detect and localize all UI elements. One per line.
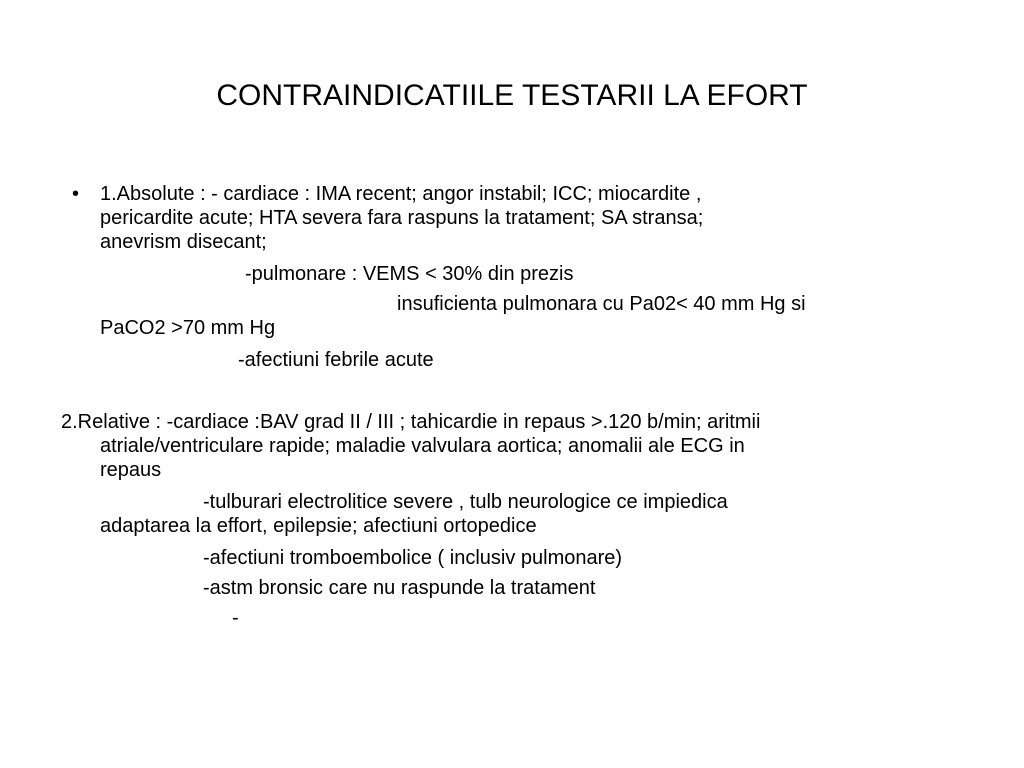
absolute-line-7: -afectiuni febrile acute bbox=[238, 349, 434, 371]
relative-line-5: adaptarea la effort, epilepsie; afectiuni ortopedice bbox=[100, 515, 537, 537]
absolute-line-3: anevrism disecant; bbox=[100, 231, 267, 253]
absolute-line-5: insuficienta pulmonara cu Pa02< 40 mm Hg si bbox=[397, 293, 806, 315]
absolute-line-2: pericardite acute; HTA severa fara raspuns la tratament; SA stransa; bbox=[100, 207, 704, 229]
relative-line-2: atriale/ventriculare rapide; maladie valvulara aortica; anomalii ale ECG in bbox=[100, 435, 745, 457]
absolute-line-1: 1.Absolute : - cardiace : IMA recent; angor instabil; ICC; miocardite , bbox=[100, 183, 702, 205]
relative-line-7: -astm bronsic care nu raspunde la tratament bbox=[203, 577, 596, 599]
bullet-icon: • bbox=[72, 183, 80, 205]
relative-line-8: - bbox=[232, 607, 239, 629]
absolute-line-6: PaCO2 >70 mm Hg bbox=[100, 317, 276, 339]
relative-line-4: -tulburari electrolitice severe , tulb neurologice ce impiedica bbox=[203, 491, 728, 513]
relative-line-3: repaus bbox=[100, 459, 162, 481]
absolute-line-4: -pulmonare : VEMS < 30% din prezis bbox=[245, 263, 574, 285]
relative-line-6: -afectiuni tromboembolice ( inclusiv pulmonare) bbox=[203, 547, 623, 569]
relative-line-1: 2.Relative : -cardiace :BAV grad II / III ; tahicardie in repaus >.120 b/min; aritmii bbox=[61, 411, 761, 433]
slide-title: CONTRAINDICATIILE TESTARII LA EFORT bbox=[216, 79, 808, 112]
